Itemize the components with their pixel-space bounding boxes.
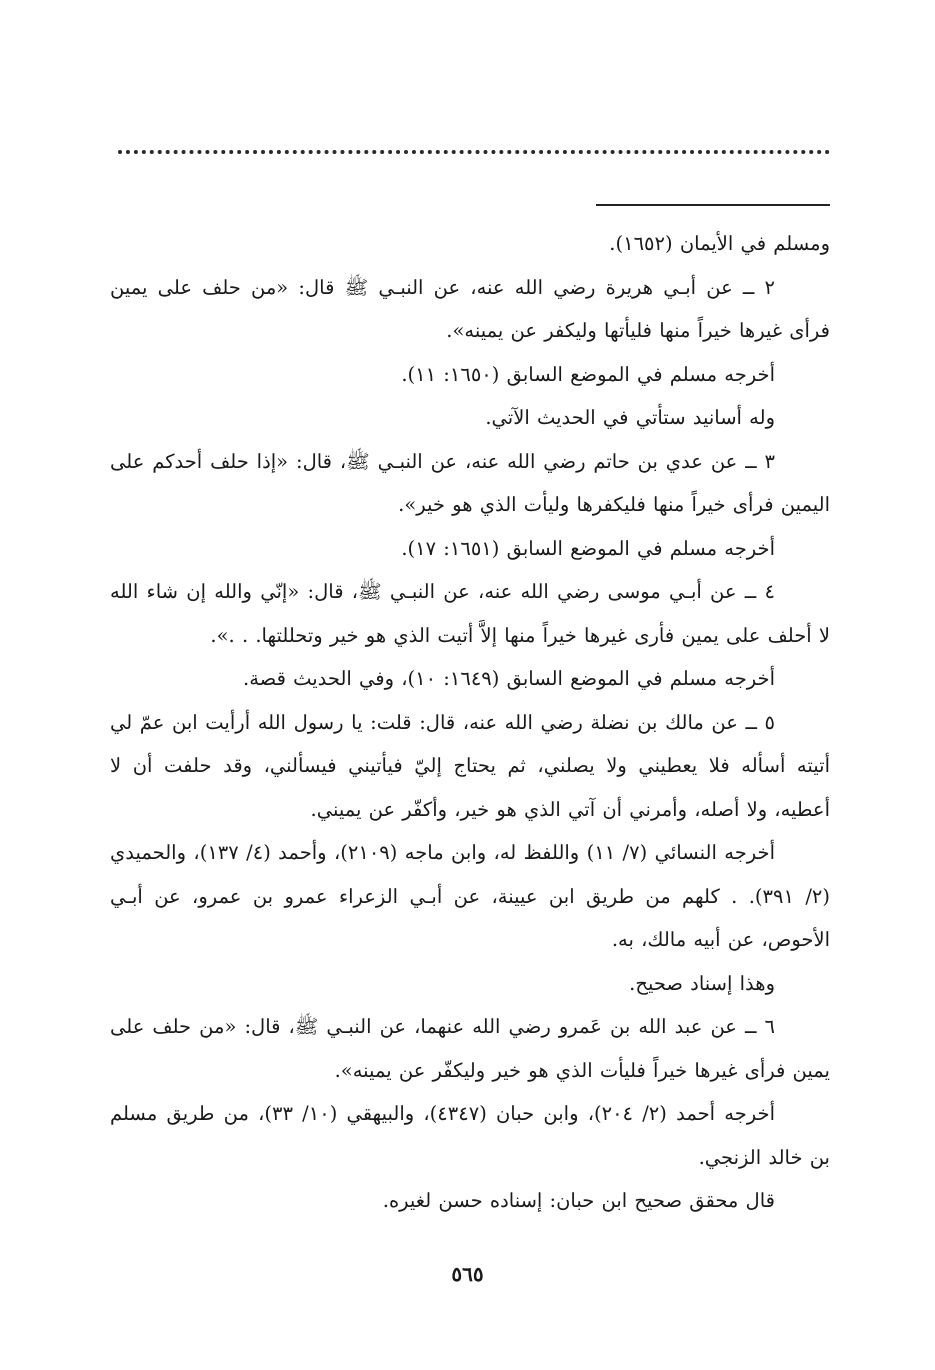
paragraph: ٣ ــ عن عدي بن حاتم رضي الله عنه، عن النبـي ﷺ، قال: «إذا حلف أحدكم على اليمين فرأى خيراً منها فليكفرها وليأت الذي هو خير». (110, 449, 830, 516)
paragraph: وهذا إسناد صحيح. (629, 971, 775, 995)
paragraph: أخرجه النسائي (٧/ ١١) واللفظ له، وابن ماجه (٢١٠٩)، وأحمد (٤/ ١٣٧)، والحميدي (٢/ ٣٩١). . كلهم من طريق ابن عيينة، عن أبـي الزعراء عمرو بن عمرو، عن أبـي الأحوص، عن أبيه مالك، به. (110, 841, 830, 951)
paragraph: قال محقق صحيح ابن حبان: إسناده حسن لغيره. (382, 1189, 775, 1212)
header-dotted-rule (118, 150, 830, 154)
paragraph: ٥ ــ عن مالك بن نضلة رضي الله عنه، قال: قلت: يا رسول الله أرأيت ابن عمّ لي أتيته أسأله فلا يعطيني ولا يصلني، ثم يحتاج إليّ فيأتيني فيسألني، وقد حلفت أن لا أعطيه، ولا أصله، وأمرني أن آتي الذي هو خير، وأكفّر عن يميني. (110, 710, 830, 821)
paragraph: ومسلم في الأيمان (١٦٥٢). (609, 232, 830, 255)
body-text (110, 222, 830, 1223)
paragraph: وله أسانيد ستأتي في الحديث الآتي. (485, 406, 775, 429)
paragraph: أخرجه مسلم في الموضع السابق (١٦٤٩: ١٠)، وفي الحديث قصة. (243, 667, 775, 690)
paragraph: أخرجه مسلم في الموضع السابق (١٦٥٠: ١١). (401, 362, 775, 386)
footnote-separator-rule (596, 204, 830, 206)
paragraph: ٤ ــ عن أبـي موسى رضي الله عنه، عن النبـي ﷺ، قال: «إنّي والله إن شاء الله لا أحلف على يمين فأرى غيرها خيراً منها إلاَّ أتيت الذي هو خير وتحللتها. . .». (110, 580, 830, 647)
paragraph: أخرجه مسلم في الموضع السابق (١٦٥١: ١٧). (401, 536, 775, 560)
page-number: ٥٦٥ (451, 1262, 484, 1286)
paragraph: ٢ ــ عن أبـي هريرة رضي الله عنه، عن النبـي ﷺ قال: «من حلف على يمين فرأى غيرها خيراً منها فليأتها وليكفر عن يمينه». (110, 275, 830, 342)
paragraph: أخرجه أحمد (٢/ ٢٠٤)، وابن حبان (٤٣٤٧)، والبيهقي (١٠/ ٣٣)، من طريق مسلم بن خالد الزنجي. (110, 1102, 830, 1169)
paragraph: ٦ ــ عن عبد الله بن عَمرو رضي الله عنهما، عن النبـي ﷺ، قال: «من حلف على يمين فرأى غيرها خيراً فليأت الذي هو خير وليكفّر عن يمينه». (110, 1015, 830, 1082)
